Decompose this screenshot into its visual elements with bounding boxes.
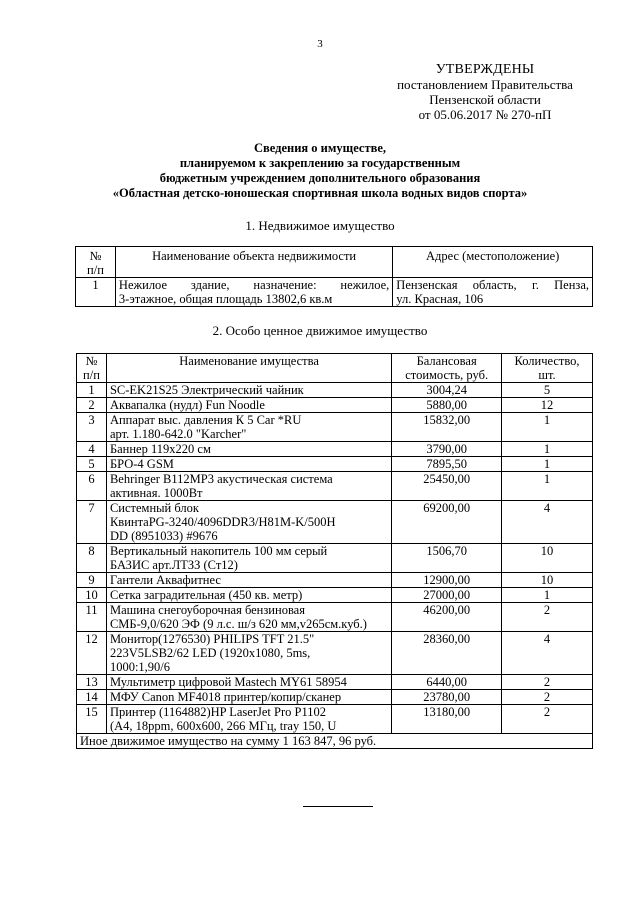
cell-name: [115, 278, 392, 307]
table-row: [77, 544, 593, 573]
table-row: [77, 472, 593, 501]
title-line: Сведения о имуществе,: [253, 141, 387, 155]
header-text: №: [85, 354, 98, 368]
header-text: п/п: [87, 263, 104, 277]
table-row: [77, 442, 593, 457]
cell-quantity: 1: [502, 588, 593, 603]
header-text: стоимость, руб.: [405, 368, 489, 382]
cell-name: МФУ Canon MF4018 принтер/копир/сканер: [106, 690, 391, 705]
cell-name: БРО-4 GSM: [106, 457, 391, 472]
cell-quantity: 5: [502, 383, 593, 398]
cell-quantity: 4: [502, 632, 593, 675]
cell-quantity: 12: [502, 398, 593, 413]
table-row: [77, 573, 593, 588]
cell-cost: 3790,00: [392, 442, 502, 457]
cell-cost: 46200,00: [392, 603, 502, 632]
cell-quantity: 1: [502, 472, 593, 501]
cell-name: Монитор(1276530) PHILIPS TFT 21.5" 223V5LSB2/62 LED (1920x1080, 5ms, 1000:1,90/6: [106, 632, 391, 675]
title-line: «Областная детско-юношеская спортивная школа водных видов спорта»: [112, 186, 528, 200]
cell-quantity: 4: [502, 501, 593, 544]
table-row: [77, 588, 593, 603]
cell-cost: 69200,00: [392, 501, 502, 544]
cell-quantity: 10: [502, 573, 593, 588]
header-text: Количество,: [514, 354, 580, 368]
cell-name: Гантели Аквафитнес: [106, 573, 391, 588]
column-header-name: Наименование объекта недвижимости: [115, 247, 392, 278]
table-row: [77, 398, 593, 413]
cell-name: Системный блок КвинтаPG-3240/4096DDR3/H81M-K/500H DD (8951033) #9676: [106, 501, 391, 544]
cell-name: Аппарат выс. давления К 5 Car *RU арт. 1.180-642.0 "Karcher": [106, 413, 391, 442]
table-footer-row: [77, 734, 593, 749]
section1-heading: 1. Недвижимое имущество: [245, 218, 395, 233]
cell-name: Баннер 119х220 см: [106, 442, 391, 457]
column-header-num: [76, 247, 116, 278]
cell-text: 3-этажное, общая площадь 13802,6 кв.м: [118, 292, 333, 306]
table-row: [77, 457, 593, 472]
cell-text: Нежилое здание, назначение: нежилое,: [118, 278, 390, 292]
cell-cost: 6440,00: [392, 675, 502, 690]
approval-line: постановлением Правительства: [397, 77, 573, 92]
cell-num: 13: [77, 675, 107, 690]
column-header-address: Адрес (местоположение): [393, 247, 593, 278]
real-estate-table: [75, 246, 593, 307]
cell-num: 9: [77, 573, 107, 588]
cell-name: Сетка заградительная (450 кв. метр): [106, 588, 391, 603]
cell-num: 6: [77, 472, 107, 501]
cell-name: Машина снегоуборочная бензиновая СМБ-9,0/620 ЭФ (9 л.с. ш/з 620 мм,v265см.куб.): [106, 603, 391, 632]
cell-name: Мультиметр цифровой Mastech MY61 58954: [106, 675, 391, 690]
cell-quantity: 1: [502, 442, 593, 457]
document-title: [70, 141, 570, 201]
cell-num: 5: [77, 457, 107, 472]
approval-block: [340, 62, 630, 122]
cell-cost: 28360,00: [392, 632, 502, 675]
section2-heading: 2. Особо ценное движимое имущество: [212, 323, 428, 338]
cell-quantity: 10: [502, 544, 593, 573]
cell-text: ул. Красная, 106: [396, 292, 484, 306]
end-divider: [303, 806, 373, 807]
cell-num: 3: [77, 413, 107, 442]
table-row: [77, 501, 593, 544]
column-header-quantity: [502, 354, 593, 383]
table-row: [77, 632, 593, 675]
movable-property-table: [76, 353, 593, 749]
approval-date: от 05.06.2017 № 270-пП: [418, 107, 552, 122]
cell-num: 7: [77, 501, 107, 544]
cell-num: 1: [76, 278, 116, 307]
header-text: п/п: [83, 368, 100, 382]
cell-cost: 27000,00: [392, 588, 502, 603]
approval-line: Пензенской области: [429, 92, 541, 107]
column-header-name: Наименование имущества: [106, 354, 391, 383]
table-header-row: [77, 354, 593, 383]
cell-cost: 3004,24: [392, 383, 502, 398]
cell-quantity: 2: [502, 690, 593, 705]
page-number: 3: [317, 38, 323, 50]
cell-quantity: 2: [502, 603, 593, 632]
cell-address: [393, 278, 593, 307]
table-row: [77, 413, 593, 442]
title-line: бюджетным учреждением дополнительного образования: [159, 171, 481, 185]
header-text: №: [89, 249, 102, 263]
cell-cost: 15832,00: [392, 413, 502, 442]
table-row: [77, 705, 593, 734]
other-property-total: Иное движимое имущество на сумму 1 163 847, 96 руб.: [77, 734, 593, 749]
cell-cost: 1506,70: [392, 544, 502, 573]
column-header-cost: [392, 354, 502, 383]
cell-num: 8: [77, 544, 107, 573]
cell-name: Вертикальный накопитель 100 мм серый БАЗИС арт.ЛТЗЗ (Ст12): [106, 544, 391, 573]
title-line: планируемом к закреплению за государственным: [179, 156, 461, 170]
cell-name: Принтер (1164882)HP LaserJet Pro P1102 (A4, 18ppm, 600x600, 266 МГц, tray 150, U: [106, 705, 391, 734]
cell-quantity: 1: [502, 457, 593, 472]
cell-num: 12: [77, 632, 107, 675]
cell-num: 10: [77, 588, 107, 603]
cell-quantity: 1: [502, 413, 593, 442]
cell-text: Пензенская область, г. Пенза,: [396, 278, 589, 292]
column-header-num: [77, 354, 107, 383]
cell-name: Аквапалка (нудл) Fun Noodle: [106, 398, 391, 413]
table-row: [77, 383, 593, 398]
cell-quantity: 2: [502, 675, 593, 690]
cell-num: 2: [77, 398, 107, 413]
cell-cost: 5880,00: [392, 398, 502, 413]
header-text: шт.: [538, 368, 556, 382]
table-row: [77, 690, 593, 705]
cell-num: 15: [77, 705, 107, 734]
table-row: [77, 603, 593, 632]
cell-quantity: 2: [502, 705, 593, 734]
approval-heading: УТВЕРЖДЕНЫ: [435, 62, 535, 77]
cell-cost: 25450,00: [392, 472, 502, 501]
table-row: [76, 278, 593, 307]
header-text: Балансовая: [416, 354, 477, 368]
table-header-row: [76, 247, 593, 278]
cell-num: 4: [77, 442, 107, 457]
cell-cost: 7895,50: [392, 457, 502, 472]
cell-num: 14: [77, 690, 107, 705]
cell-name: Behringer B112MP3 акустическая система активная. 1000Вт: [106, 472, 391, 501]
cell-cost: 12900,00: [392, 573, 502, 588]
table-row: [77, 675, 593, 690]
cell-cost: 23780,00: [392, 690, 502, 705]
cell-cost: 13180,00: [392, 705, 502, 734]
cell-name: SC-EK21S25 Электрический чайник: [106, 383, 391, 398]
cell-num: 1: [77, 383, 107, 398]
cell-num: 11: [77, 603, 107, 632]
